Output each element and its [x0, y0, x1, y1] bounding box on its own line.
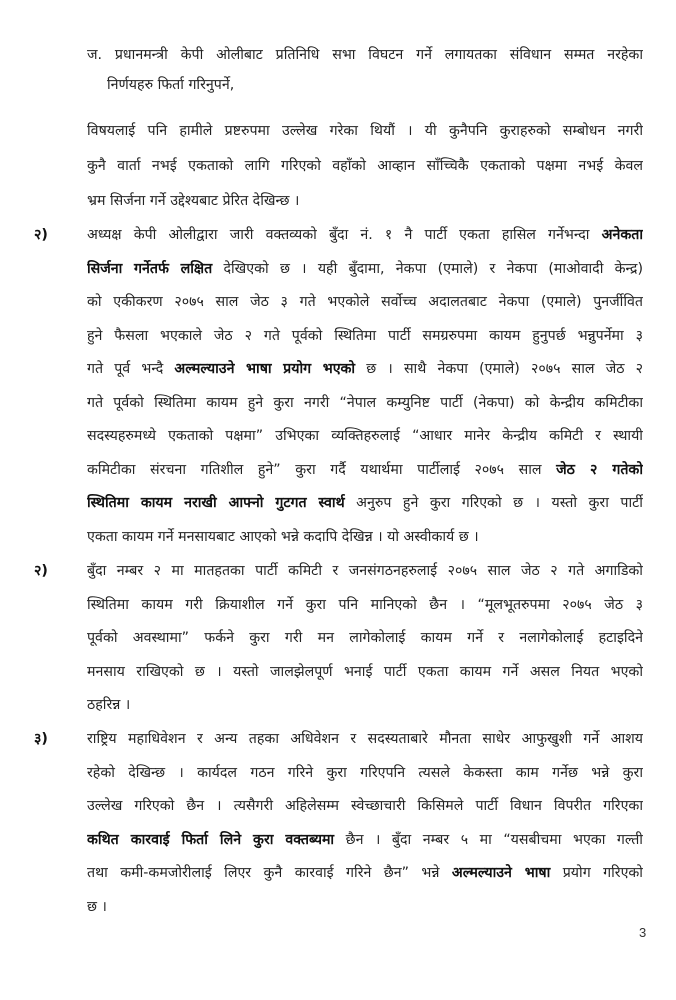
section-3-line-1: राष्ट्रिय महाधिवेशन र अन्य तहका अधिवेशन र सदस्यताबारे मौनता साधेर आफुखुशी गर्ने आशय [87, 731, 643, 747]
section-3-line-3: उल्लेख गरिएको छैन । त्यसैगरी अहिलेसम्म स्वेच्छाचारी किसिमले पार्टी विधान विपरीत गरिएका [87, 798, 643, 814]
section-3-number: ३) [34, 731, 48, 747]
section-2-line-4: मनसाय राखिएको छ । यस्तो जालझेलपूर्ण भनाई पार्टी एकता कायम गर्ने असल नियत भएको [87, 664, 643, 680]
section-1-line-7: सदस्यहरुमध्ये एकताको पक्षमा” उभिएका व्यक्तिहरुलाई “आधार मानेर केन्द्रीय कमिटी र स्थायी [87, 428, 643, 444]
section-1-line-10: एकता कायम गर्ने मनसायबाट आएको भन्ने कदापि देखिन्न । यो अस्वीकार्य छ । [87, 529, 479, 545]
section-1-line-2: सिर्जना गर्नेतर्फ लक्षित देखिएको छ । यही बुँदामा, नेकपा (एमाले) र नेकपा (माओवादी केन्द्र) [87, 261, 643, 277]
section-1-line-1: अध्यक्ष केपी ओलीद्वारा जारी वक्तव्यको बुँदा नं. १ नै पार्टी एकता हासिल गर्नेभन्दा अनेकता [87, 227, 643, 243]
item-ja-line-1: ज. प्रधानमन्त्री केपी ओलीबाट प्रतिनिधि सभा विघटन गर्ने लगायतका संविधान सम्मत नरहेका [87, 47, 643, 63]
section-2-number: २) [34, 563, 48, 579]
intro-line-1: विषयलाई पनि हामीले प्रष्टरुपमा उल्लेख गरेका थियौं । यी कुनैपनि कुराहरुको सम्बोधन नगरी [87, 123, 643, 139]
section-2-line-3: पूर्वको अवस्थामा” फर्कने कुरा गरी मन लागेकोलाई कायम गर्ने र नलागेकोलाई हटाइदिने [87, 630, 643, 646]
section-2-line-5: ठहरिन्न । [87, 697, 131, 713]
page-number: 3 [639, 925, 647, 940]
section-2-line-2: स्थितिमा कायम गरी क्रियाशील गर्ने कुरा पनि मानिएको छैन । “मूलभूतरुपमा २०७५ जेठ ३ [87, 597, 643, 613]
intro-line-2: कुनै वार्ता नभई एकताको लागि गरिएको वहाँको आव्हान साँच्चिकै एकताको पक्षमा नभई केवल [87, 158, 643, 174]
section-1-line-3: को एकीकरण २०७५ साल जेठ ३ गते भएकोले सर्वोच्च अदालतबाट नेकपा (एमाले) पुनर्जीवित [87, 294, 643, 310]
section-3-line-2: रहेको देखिन्छ । कार्यदल गठन गरिने कुरा गरिएपनि त्यसले केकस्ता काम गर्नेछ भन्ने कुरा [87, 765, 643, 781]
section-1-line-4: हुने फैसला भएकाले जेठ २ गते पूर्वको स्थितिमा पार्टी समग्ररुपमा कायम हुनुपर्छ भन्नुपर्नेमा ३ [87, 328, 643, 344]
section-3-line-6: छ । [87, 899, 107, 915]
section-3-line-4: कथित कारवाई फिर्ता लिने कुरा वक्तब्यमा छैन । बुँदा नम्बर ५ मा “यसबीचमा भएका गल्ती [87, 832, 643, 848]
section-1-line-6: गते पूर्वको स्थितिमा कायम हुने कुरा नगरी “नेपाल कम्युनिष्ट पार्टी (नेकपा) को केन्द्रीय कमिटीका [87, 395, 643, 411]
section-3-line-5: तथा कमी-कमजोरीलाई लिएर कुनै कारवाई गरिने छैन” भन्ने अल्मल्याउने भाषा प्रयोग गरिएको [87, 865, 643, 881]
section-2-line-1: बुँदा नम्बर २ मा मातहतका पार्टी कमिटी र जनसंगठनहरुलाई २०७५ साल जेठ २ गते अगाडिको [87, 563, 643, 579]
section-1-line-9: स्थितिमा कायम नराखी आफ्नो गुटगत स्वार्थ अनुरुप हुने कुरा गरिएको छ । यस्तो कुरा पार्टी [87, 495, 643, 511]
section-1-line-5: गते पूर्व भन्दै अल्मल्याउने भाषा प्रयोग भएको छ । साथै नेकपा (एमाले) २०७५ साल जेठ २ [87, 361, 643, 377]
intro-line-3: भ्रम सिर्जना गर्ने उद्देश्यबाट प्रेरित देखिन्छ । [87, 193, 300, 209]
section-1-line-8: कमिटीका संरचना गतिशील हुने” कुरा गर्दै यथार्थमा पार्टीलाई २०७५ साल जेठ २ गतेको [87, 462, 643, 478]
item-ja-line-2: निर्णयहरु फिर्ता गरिनुपर्ने, [107, 77, 235, 93]
section-1-number: २) [34, 227, 48, 243]
